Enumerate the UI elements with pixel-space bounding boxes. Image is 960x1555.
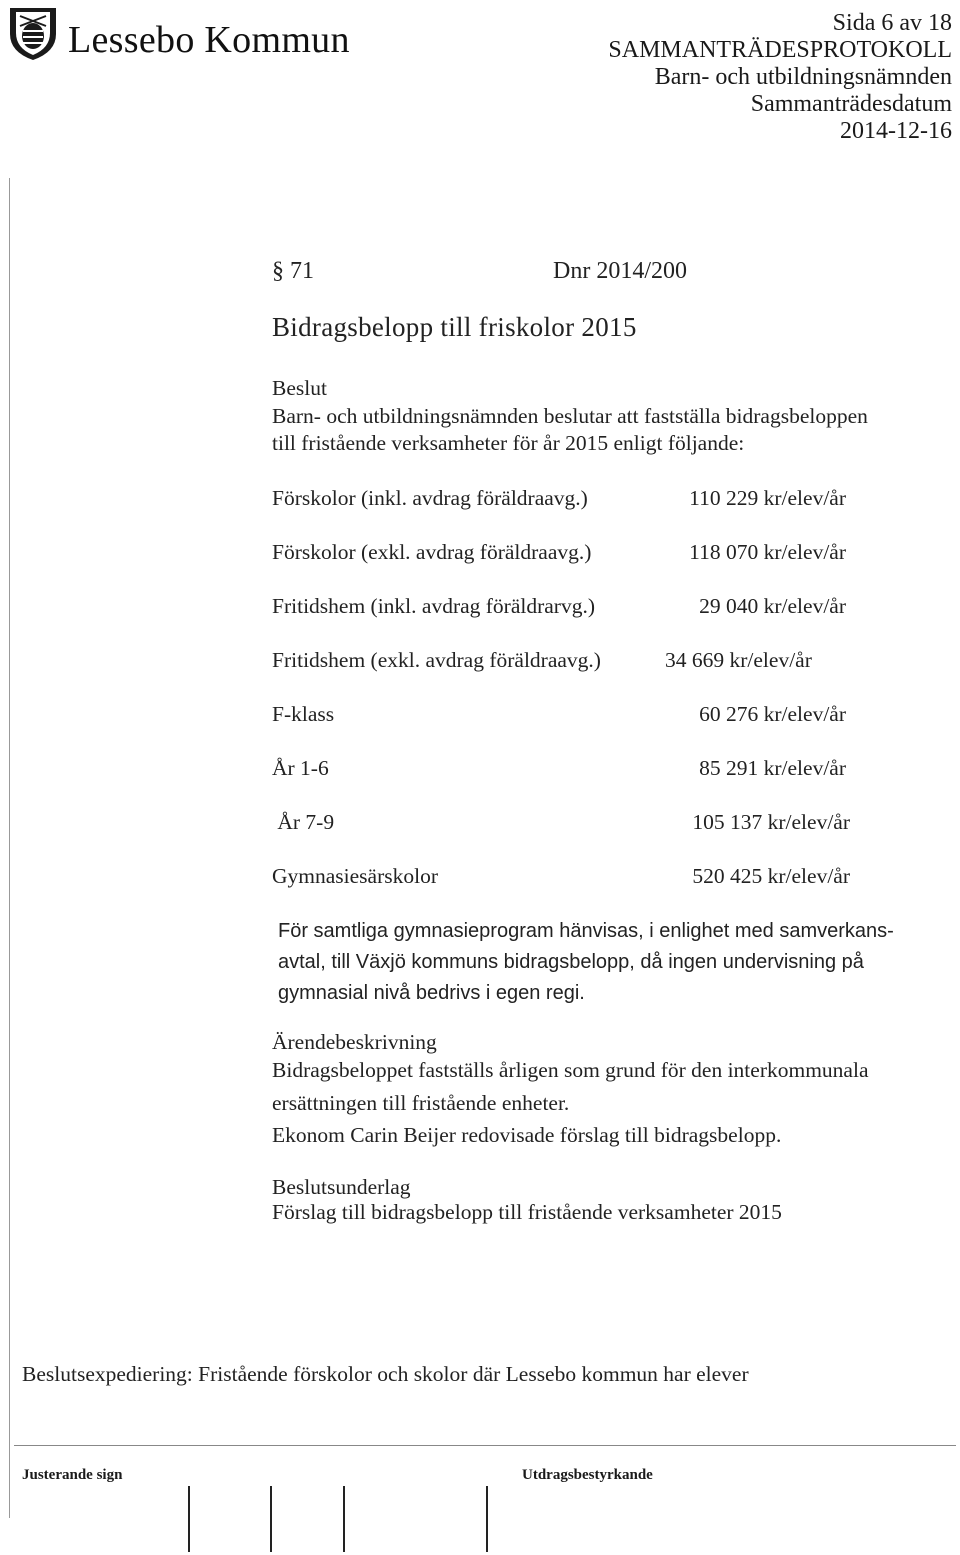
margin-line (9, 178, 10, 1518)
amount-label: F-klass (272, 702, 335, 726)
meeting-date-label: Sammanträdesdatum (750, 91, 952, 117)
amount-value: 110 229 kr/elev/år (689, 486, 846, 510)
page-title: Bidragsbelopp till friskolor 2015 (272, 312, 637, 342)
footer-sign-label: Justerande sign (22, 1467, 123, 1483)
signature-box-divider (188, 1486, 190, 1552)
amount-value: 118 070 kr/elev/år (689, 540, 846, 564)
amount-value: 105 137 kr/elev/år (692, 810, 850, 834)
amount-label: Fritidshem (inkl. avdrag föräldrarvg.) (272, 594, 596, 618)
signature-box-divider (270, 1486, 272, 1552)
diary-number: Dnr 2014/200 (553, 258, 687, 284)
committee-name: Barn- och utbildningsnämnden (654, 64, 952, 90)
case-description-line: Ekonom Carin Beijer redovisade förslag till bidragsbelopp. (272, 1123, 782, 1147)
case-description-label: Ärendebeskrivning (272, 1030, 437, 1054)
amount-label: Förskolor (inkl. avdrag föräldraavg.) (272, 486, 588, 510)
section-number: § 71 (272, 258, 314, 284)
meeting-date: 2014-12-16 (840, 118, 952, 144)
decision-text-line: till fristående verksamheter för år 2015 enligt följande: (272, 431, 745, 455)
amount-value: 29 040 kr/elev/år (699, 594, 846, 618)
footer-separator (14, 1445, 956, 1446)
amount-label: År 1-6 (272, 756, 329, 780)
amount-value: 60 276 kr/elev/år (699, 702, 846, 726)
decision-label: Beslut (272, 376, 327, 400)
amount-value: 34 669 kr/elev/år (665, 648, 812, 672)
decision-basis-label: Beslutsunderlag (272, 1175, 411, 1199)
municipality-logo (6, 4, 366, 64)
signature-box-divider (486, 1486, 488, 1552)
coat-of-arms-icon (6, 4, 60, 62)
case-description-line: ersättningen till fristående enheter. (272, 1091, 570, 1115)
amount-label: Förskolor (exkl. avdrag föräldraavg.) (272, 540, 592, 564)
amount-label: År 7-9 (272, 810, 335, 834)
amount-value: 85 291 kr/elev/år (699, 756, 846, 780)
decision-text-line: Barn- och utbildningsnämnden beslutar att fastställa bidragsbeloppen (272, 404, 868, 428)
gymnasium-note-line: avtal, till Växjö kommuns bidragsbelopp, då ingen undervisning på (278, 951, 864, 973)
amount-value: 520 425 kr/elev/år (692, 864, 850, 888)
gymnasium-note-line: För samtliga gymnasieprogram hänvisas, i enlighet med samverkans- (278, 920, 894, 942)
page-number: Sida 6 av 18 (832, 10, 952, 36)
logo-text: Lessebo Kommun (68, 19, 350, 61)
case-description-line: Bidragsbeloppet fastställs årligen som grund för den interkommunala (272, 1058, 869, 1082)
distribution-line: Beslutsexpediering: Fristående förskolor och skolor där Lessebo kommun har elever (22, 1362, 749, 1386)
decision-basis-line: Förslag till bidragsbelopp till fristående verksamheter 2015 (272, 1200, 782, 1224)
protocol-type: SAMMANTRÄDESPROTOKOLL (608, 37, 952, 63)
footer-extract-label: Utdragsbestyrkande (522, 1467, 653, 1483)
amount-label: Fritidshem (exkl. avdrag föräldraavg.) (272, 648, 601, 672)
amount-label: Gymnasiesärskolor (272, 864, 438, 888)
gymnasium-note-line: gymnasial nivå bedrivs i egen regi. (278, 982, 585, 1004)
signature-box-divider (343, 1486, 345, 1552)
